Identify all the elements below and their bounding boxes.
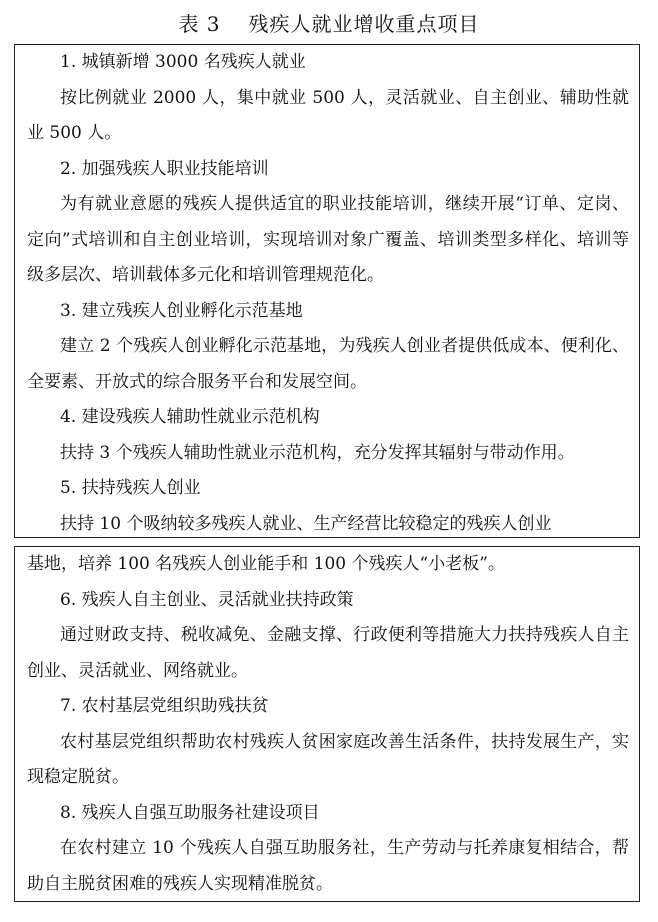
item-body: 为有就业意愿的残疾人提供适宜的职业技能培训，继续开展“订单、定岗、定向”式培训和自主创业培训，实现培训对象广覆盖、培训类型多样化、培训等级多层次、培训载体多元化和培训管理规范化。	[27, 194, 629, 285]
item-heading: 3. 建立残疾人创业孵化示范基地	[60, 300, 303, 321]
table-number: 表 3	[178, 12, 221, 36]
item-heading: 5. 扶持残疾人创业	[60, 478, 201, 498]
item-body: 在农村建立 10 个残疾人自强互助服务社，生产劳动与托养康复相结合，帮助自主脱贫困难的残疾人实现精准脱贫。	[27, 838, 629, 894]
item-body: 通过财政支持、税收减免、金融支撑、行政便利等措施大力扶持残疾人自主创业、灵活就业、网络就业。	[27, 625, 629, 681]
table-title-text: 残疾人就业增收重点项目	[248, 12, 480, 36]
item-heading: 2. 加强残疾人职业技能培训	[60, 158, 269, 179]
item-heading: 4. 建设残疾人辅助性就业示范机构	[60, 407, 320, 427]
item-heading: 7. 农村基层党组织助残扶贫	[60, 696, 269, 716]
table-box-part-2	[14, 546, 640, 902]
item-body: 建立 2 个残疾人创业孵化示范基地，为残疾人创业者提供低成本、便利化、全要素、开放式的综合服务平台和发展空间。	[27, 336, 629, 392]
item-heading: 1. 城镇新增 3000 名残疾人就业	[60, 52, 306, 72]
item-body-continued: 扶持 10 个吸纳较多残疾人就业、生产经营比较稳定的残疾人创业	[60, 513, 552, 534]
item-body: 扶持 3 个残疾人辅助性就业示范机构，充分发挥其辐射与带动作用。	[60, 442, 575, 463]
table-title	[0, 10, 658, 38]
table-box-part-1	[14, 44, 640, 538]
item-heading: 8. 残疾人自强互助服务社建设项目	[60, 802, 320, 823]
item-body-continuation: 基地，培养 100 名残疾人创业能手和 100 个残疾人“小老板”。	[27, 554, 505, 574]
item-body: 按比例就业 2000 人，集中就业 500 人，灵活就业、自主创业、辅助性就业 500 人。	[27, 87, 629, 143]
item-heading: 6. 残疾人自主创业、灵活就业扶持政策	[60, 589, 354, 610]
item-body: 农村基层党组织帮助农村残疾人贫困家庭改善生活条件，扶持发展生产，实现稳定脱贫。	[27, 731, 629, 787]
